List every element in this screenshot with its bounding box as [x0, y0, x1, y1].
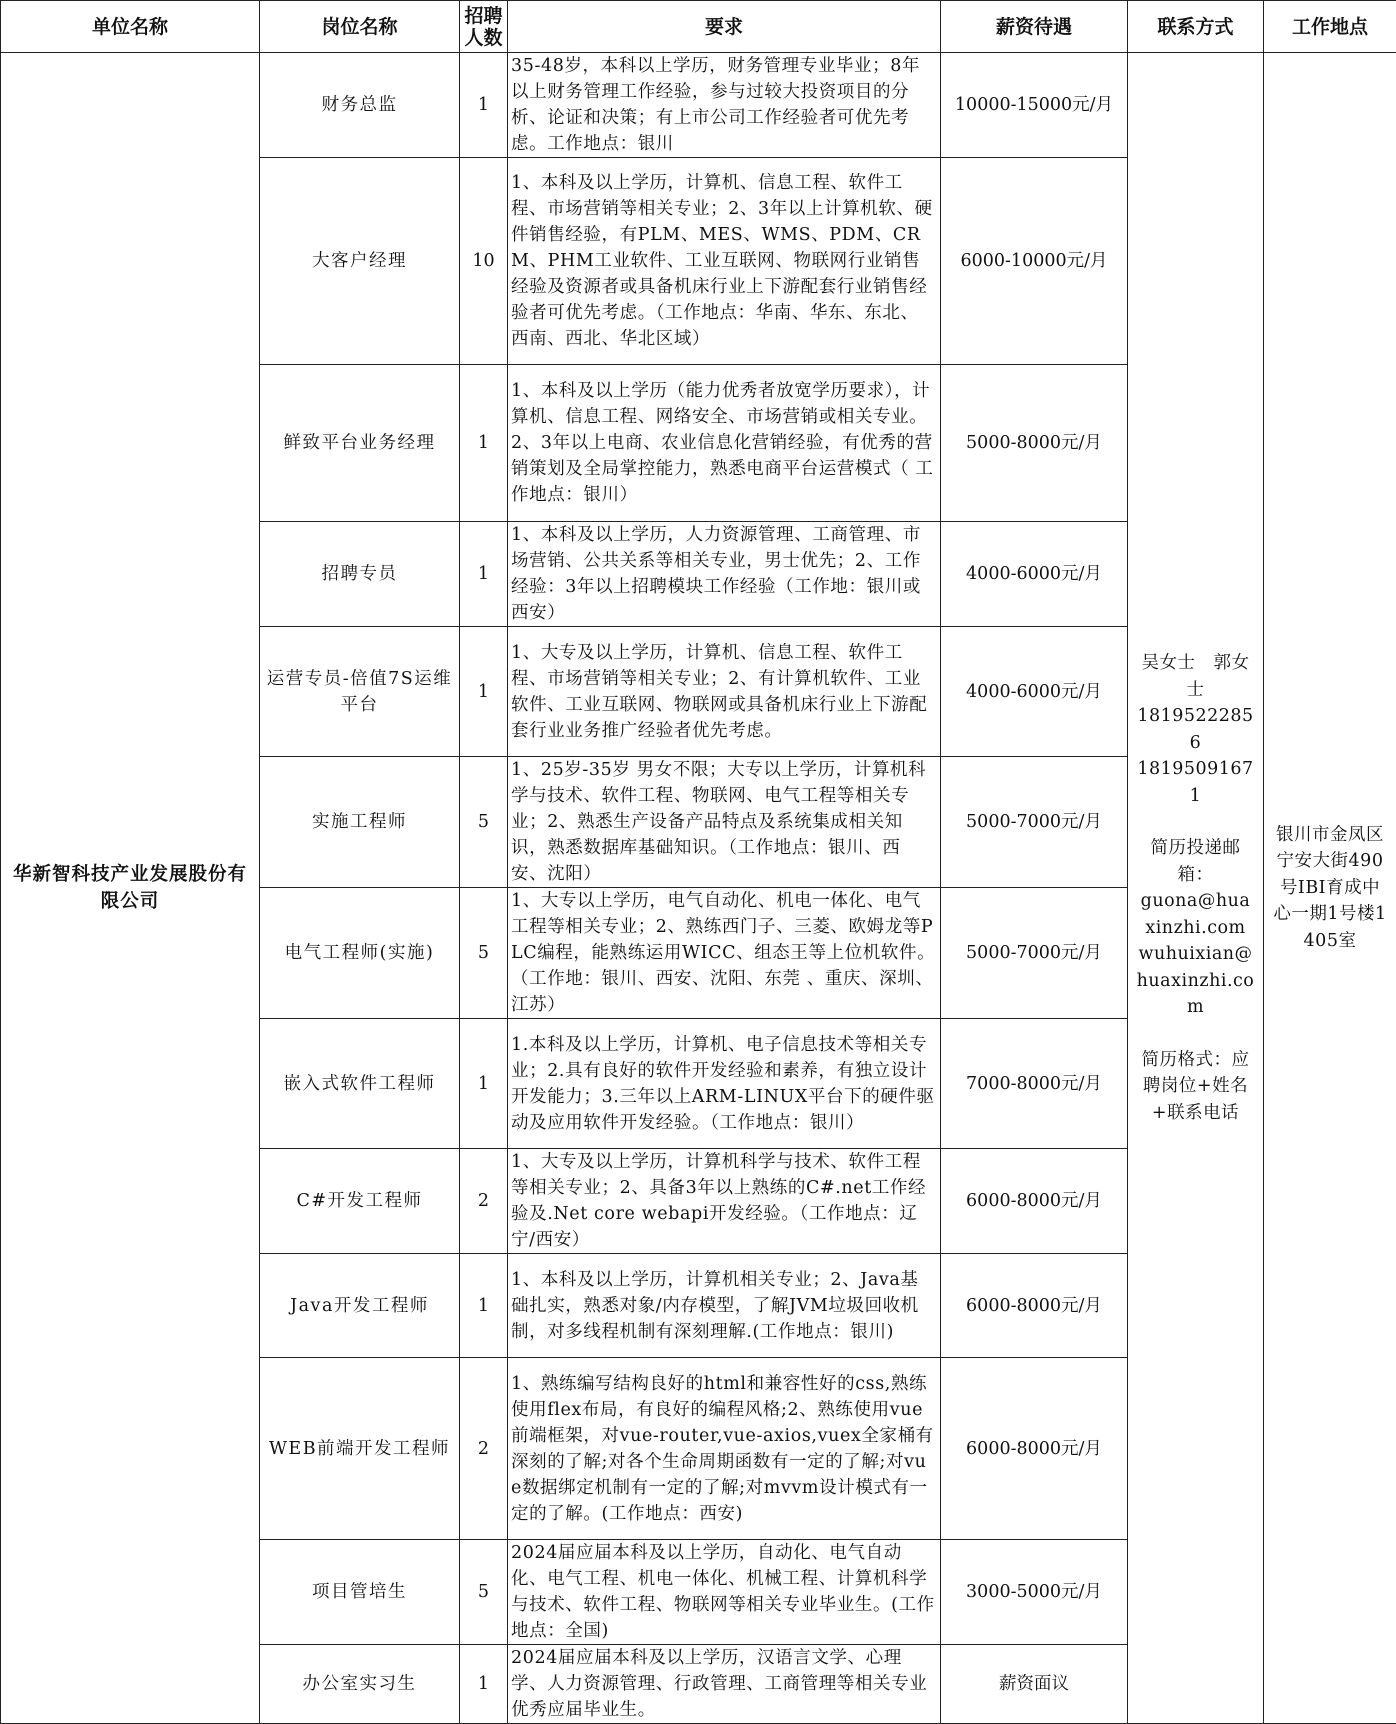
salary: 4000-6000元/月 [941, 522, 1128, 627]
header-location: 工作地点 [1264, 1, 1396, 53]
requirements: 35-48岁，本科以上学历，财务管理专业毕业；8年以上财务管理工作经验，参与过较大投资项目的分析、论证和决策；有上市公司工作经验者可优先考虑。工作地点：银川 [508, 53, 941, 158]
salary: 6000-8000元/月 [941, 1358, 1128, 1540]
requirements: 1、本科及以上学历，计算机、信息工程、软件工程、市场营销等相关专业；2、3年以上计算机软、硬件销售经验，有PLM、MES、WMS、PDM、CRM、PHM工业软件、工业互联网、物联网行业销售经验及资源者或具备机床行业上下游配套行业销售经验者可优先考虑。（工作地点：华南、华东、东北、西南、西北、华北区域） [508, 158, 941, 365]
position-name: C#开发工程师 [260, 1149, 460, 1254]
header-headcount: 招聘人数 [460, 1, 508, 53]
contact-phone-2: 18195091671 [1136, 756, 1255, 809]
resume-format: 简历格式：应聘岗位+姓名+联系电话 [1136, 1047, 1255, 1127]
salary: 10000-15000元/月 [941, 53, 1128, 158]
position-name: Java开发工程师 [260, 1254, 460, 1358]
contact-email-label: 简历投递邮箱： [1136, 835, 1255, 888]
salary: 4000-6000元/月 [941, 627, 1128, 757]
salary: 6000-10000元/月 [941, 158, 1128, 365]
position-name: 运营专员-倍值7S运维平台 [260, 627, 460, 757]
headcount: 1 [460, 1019, 508, 1149]
header-company: 单位名称 [1, 1, 260, 53]
salary: 7000-8000元/月 [941, 1019, 1128, 1149]
requirements: 1、大专及以上学历，计算机科学与技术、软件工程等相关专业；2、具备3年以上熟练的C#.net工作经验及.Net core webapi开发经验。（工作地点：辽宁/西安） [508, 1149, 941, 1254]
requirements: 1、本科及以上学历，计算机相关专业；2、Java基础扎实，熟悉对象/内存模型，了解JVM垃圾回收机制，对多线程机制有深刻理解.(工作地点：银川) [508, 1254, 941, 1358]
position-name: 嵌入式软件工程师 [260, 1019, 460, 1149]
salary: 6000-8000元/月 [941, 1254, 1128, 1358]
headcount: 1 [460, 522, 508, 627]
headcount: 1 [460, 365, 508, 522]
headcount: 1 [460, 627, 508, 757]
contact-phone-1: 18195222856 [1136, 703, 1255, 756]
header-requirements: 要求 [508, 1, 941, 53]
work-location: 银川市金凤区宁安大街490号IBI育成中心一期1号楼1405室 [1264, 53, 1396, 1724]
salary: 5000-7000元/月 [941, 757, 1128, 888]
position-name: 项目管培生 [260, 1540, 460, 1645]
headcount: 5 [460, 888, 508, 1019]
salary: 5000-8000元/月 [941, 365, 1128, 522]
requirements: 1、本科及以上学历，人力资源管理、工商管理、市场营销、公共关系等相关专业，男士优先；2、工作经验：3年以上招聘模块工作经验（工作地：银川或西安） [508, 522, 941, 627]
position-name: 鲜致平台业务经理 [260, 365, 460, 522]
requirements: 1、25岁-35岁 男女不限；大专以上学历，计算机科学与技术、软件工程、物联网、电气工程等相关专业；2、熟悉生产设备产品特点及系统集成相关知识，熟悉数据库基础知识。（工作地点：银川、西安、沈阳） [508, 757, 941, 888]
contact-info [1128, 53, 1264, 1724]
requirements: 1.本科及以上学历，计算机、电子信息技术等相关专业；2.具有良好的软件开发经验和素养，有独立设计开发能力；3.三年以上ARM-LINUX平台下的硬件驱动及应用软件开发经验。（工作地点：银川） [508, 1019, 941, 1149]
requirements: 1、大专以上学历，电气自动化、机电一体化、电气工程等相关专业；2、熟练西门子、三菱、欧姆龙等PLC编程，能熟练运用WICC、组态王等上位机软件。（工作地：银川、西安、沈阳、东莞 、重庆、深圳、江苏） [508, 888, 941, 1019]
salary: 3000-5000元/月 [941, 1540, 1128, 1645]
header-position: 岗位名称 [260, 1, 460, 53]
headcount: 5 [460, 1540, 508, 1645]
position-name: 实施工程师 [260, 757, 460, 888]
header-row [1, 1, 1396, 53]
requirements: 2024届应届本科及以上学历，自动化、电气自动化、电气工程、机电一体化、机械工程、计算机科学与技术、软件工程、物联网等相关专业毕业生。(工作地点：全国) [508, 1540, 941, 1645]
contact-names: 吴女士 郭女士 [1136, 650, 1255, 703]
salary: 薪资面议 [941, 1645, 1128, 1724]
headcount: 1 [460, 1254, 508, 1358]
position-name: 大客户经理 [260, 158, 460, 365]
requirements: 1、大专及以上学历，计算机、信息工程、软件工程、市场营销等相关专业；2、有计算机软件、工业软件、工业互联网、物联网或具备机床行业上下游配套行业业务推广经验者优先考虑。 [508, 627, 941, 757]
position-name: 招聘专员 [260, 522, 460, 627]
position-name: 办公室实习生 [260, 1645, 460, 1724]
headcount: 1 [460, 1645, 508, 1724]
headcount: 5 [460, 757, 508, 888]
salary: 5000-7000元/月 [941, 888, 1128, 1019]
contact-email-1: guona@huaxinzhi.com [1136, 888, 1255, 941]
position-name: WEB前端开发工程师 [260, 1358, 460, 1540]
header-contact: 联系方式 [1128, 1, 1264, 53]
requirements: 1、本科及以上学历（能力优秀者放宽学历要求），计算机、信息工程、网络安全、市场营销或相关专业。2、3年以上电商、农业信息化营销经验，有优秀的营销策划及全局掌控能力，熟悉电商平台运营模式（ 工作地点：银川） [508, 365, 941, 522]
headcount: 10 [460, 158, 508, 365]
contact-email-2: wuhuixian@huaxinzhi.com [1136, 941, 1255, 1021]
requirements: 2024届应届本科及以上学历，汉语言文学、心理学、人力资源管理、行政管理、工商管理等相关专业优秀应届毕业生。 [508, 1645, 941, 1724]
company-name: 华新智科技产业发展股份有限公司 [1, 53, 260, 1724]
requirements: 1、熟练编写结构良好的html和兼容性好的css,熟练使用flex布局，有良好的编程风格;2、熟练使用vue前端框架，对vue-router,vue-axios,vuex全家桶有深刻的了解;对各个生命周期函数有一定的了解;对vue数据绑定机制有一定的了解;对mvvm设计模式有一定的了解。(工作地点：西安) [508, 1358, 941, 1540]
position-name: 财务总监 [260, 53, 460, 158]
salary: 6000-8000元/月 [941, 1149, 1128, 1254]
table-row [1, 53, 1396, 158]
headcount: 1 [460, 53, 508, 158]
position-name: 电气工程师(实施) [260, 888, 460, 1019]
header-salary: 薪资待遇 [941, 1, 1128, 53]
headcount: 2 [460, 1358, 508, 1540]
headcount: 2 [460, 1149, 508, 1254]
